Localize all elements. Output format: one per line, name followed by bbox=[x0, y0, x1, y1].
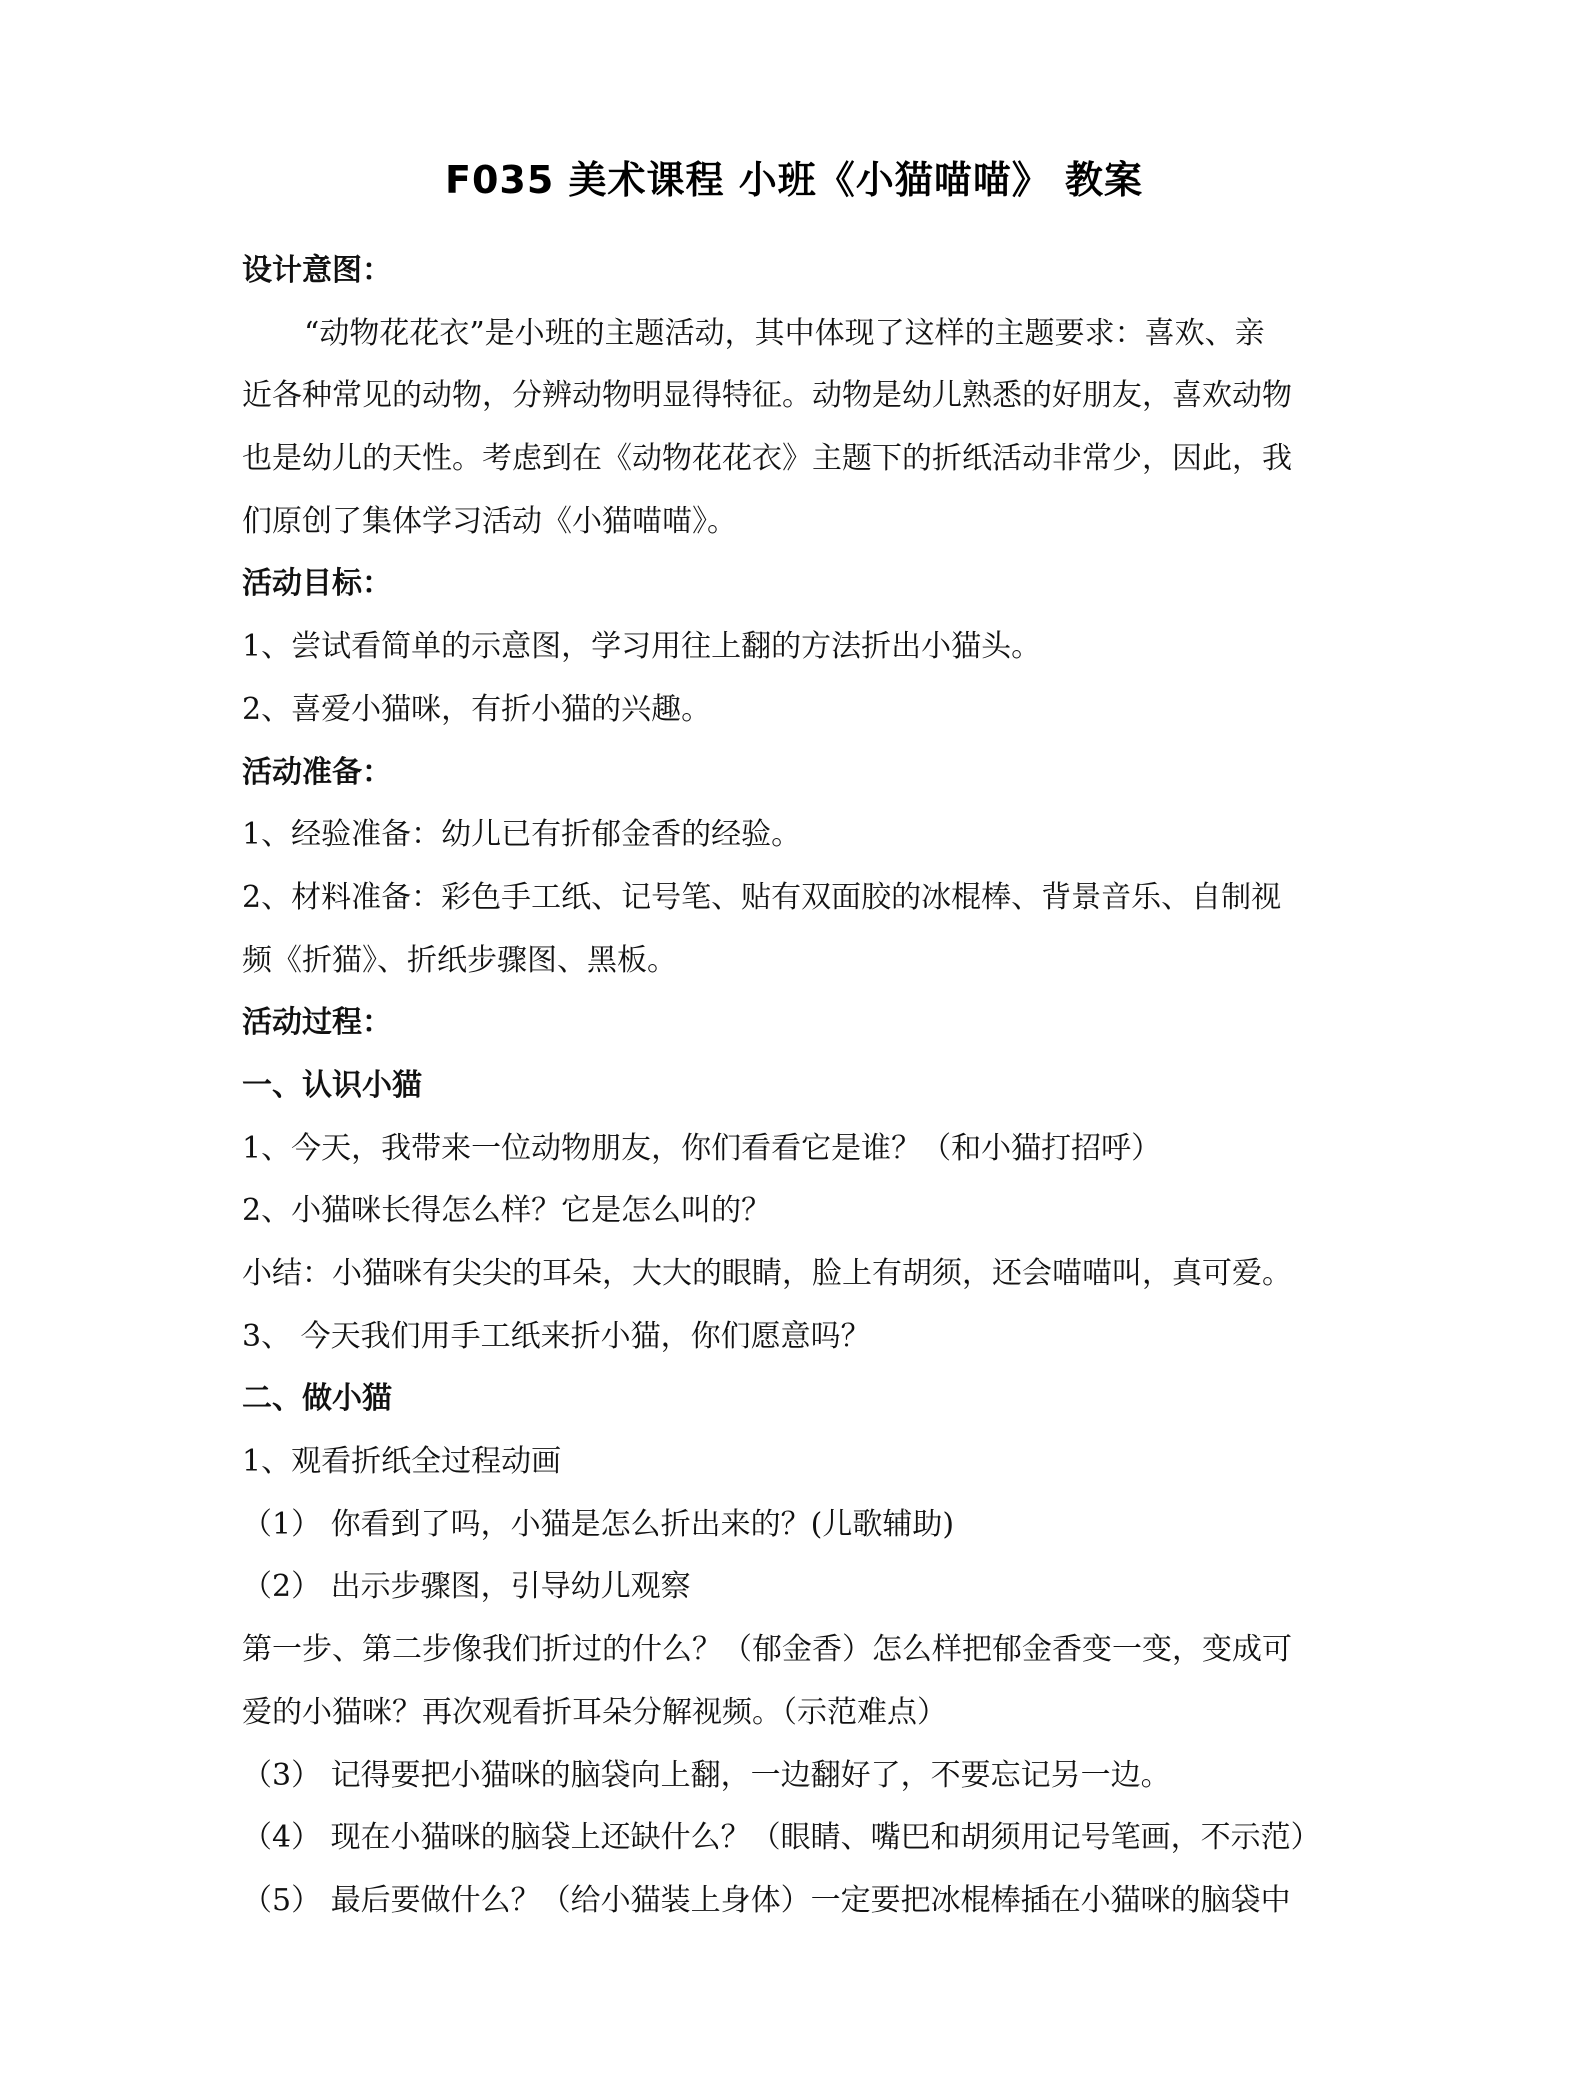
document-title: F035 美术课程 小班《小猫喵喵》 教案 bbox=[445, 158, 1143, 202]
subsection-heading-make-cat: 二、做小猫 bbox=[242, 1381, 392, 1417]
sub-list-item: （1） 你看到了吗，小猫是怎么折出来的？(儿歌辅助) bbox=[242, 1506, 955, 1542]
paragraph-line: 爱的小猫咪？再次观看折耳朵分解视频。（示范难点） bbox=[242, 1694, 947, 1730]
paragraph-line: 也是幼儿的天性。考虑到在《动物花花衣》主题下的折纸活动非常少，因此，我 bbox=[242, 441, 1292, 477]
list-item: 1、经验准备：幼儿已有折郁金香的经验。 bbox=[242, 817, 802, 853]
sub-list-item: （3） 记得要把小猫咪的脑袋向上翻，一边翻好了，不要忘记另一边。 bbox=[242, 1757, 1171, 1793]
summary-line: 小结：小猫咪有尖尖的耳朵，大大的眼睛，脸上有胡须，还会喵喵叫，真可爱。 bbox=[242, 1256, 1292, 1291]
list-item: 1、尝试看简单的示意图，学习用往上翻的方法折出小猫头。 bbox=[242, 629, 1042, 665]
paragraph-line: 第一步、第二步像我们折过的什么？（郁金香）怎么样把郁金香变一变，变成可 bbox=[242, 1632, 1292, 1668]
document-body bbox=[242, 240, 1358, 1933]
sub-list-item: （2） 出示步骤图，引导幼儿观察 bbox=[242, 1569, 691, 1605]
paragraph-line: “动物花花衣”是小班的主题活动，其中体现了这样的主题要求：喜欢、亲 bbox=[304, 315, 1265, 351]
list-item-continuation: 频《折猫》、折纸步骤图、黑板。 bbox=[242, 942, 677, 978]
list-item: 3、 今天我们用手工纸来折小猫，你们愿意吗？ bbox=[242, 1318, 871, 1354]
section-heading-design-intent: 设计意图： bbox=[242, 253, 392, 288]
section-heading-process: 活动过程： bbox=[242, 1005, 392, 1041]
list-item: 1、今天，我带来一位动物朋友，你们看看它是谁？（和小猫打招呼） bbox=[242, 1130, 1162, 1166]
paragraph-line: 近各种常见的动物，分辨动物明显得特征。动物是幼儿熟悉的好朋友，喜欢动物 bbox=[242, 378, 1292, 414]
list-item: 2、喜爱小猫咪，有折小猫的兴趣。 bbox=[242, 691, 712, 727]
subsection-heading-meet-cat: 一、认识小猫 bbox=[242, 1067, 422, 1103]
sub-list-item: （4） 现在小猫咪的脑袋上还缺什么？（眼睛、嘴巴和胡须用记号笔画，不示范） bbox=[242, 1820, 1321, 1856]
section-heading-preparation: 活动准备： bbox=[242, 754, 392, 790]
list-item: 2、小猫咪长得怎么样？它是怎么叫的？ bbox=[242, 1193, 772, 1229]
paragraph-line: 们原创了集体学习活动《小猫喵喵》。 bbox=[242, 503, 737, 539]
list-item: 1、观看折纸全过程动画 bbox=[242, 1444, 562, 1480]
sub-list-item: （5） 最后要做什么？（给小猫装上身体）一定要把冰棍棒插在小猫咪的脑袋中 bbox=[242, 1882, 1291, 1918]
section-heading-goals: 活动目标： bbox=[242, 566, 392, 602]
list-item: 2、材料准备：彩色手工纸、记号笔、贴有双面胶的冰棍棒、背景音乐、自制视 bbox=[242, 879, 1282, 915]
